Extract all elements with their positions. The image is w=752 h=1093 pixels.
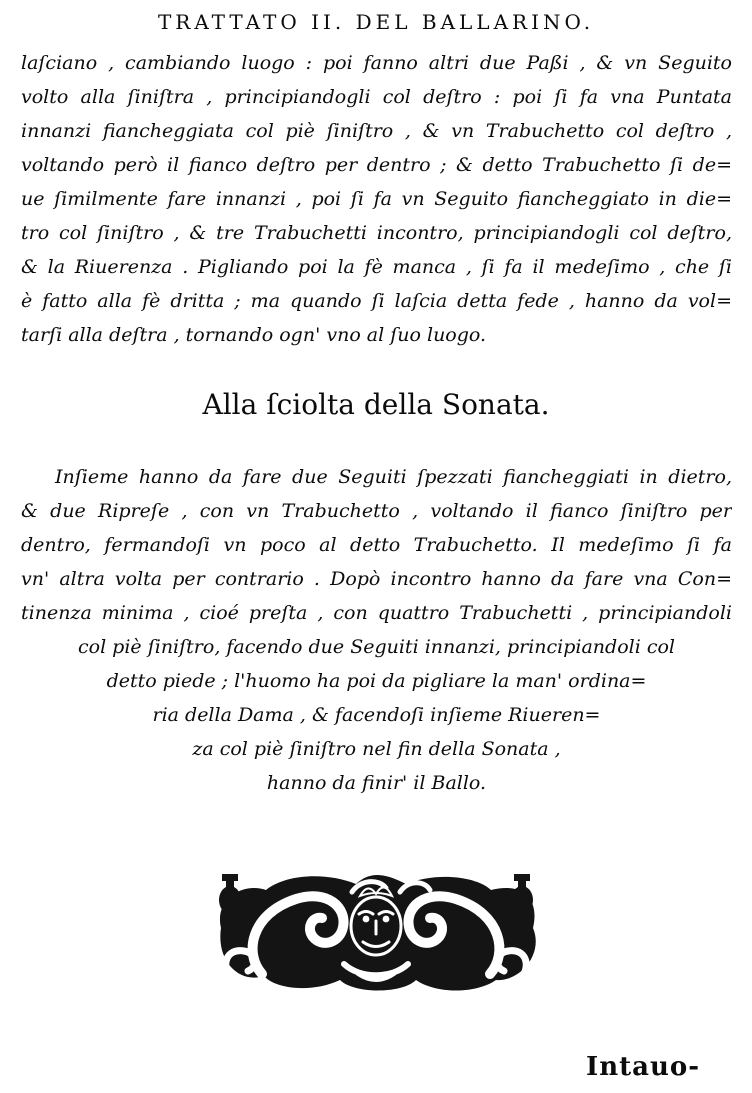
text-line: tarſi alla deſtra , tornando ogn' vno al ſuo luogo. — [21, 324, 487, 346]
text-line: col piè ſiniſtro, facendo due Seguiti innanzi, principiandoli col — [77, 636, 675, 658]
text-line: volto alla ſiniſtra , principiandogli col deſtro : poi ſi fa vna Puntata — [21, 86, 732, 108]
text-line: vn' altra volta per contrario . Dopò incontro hanno da fare vna Con= — [21, 568, 732, 590]
text-line: & due Ripreſe , con vn Trabuchetto , voltando il fianco ſiniſtro per — [21, 500, 732, 522]
text-line: innanzi fiancheggiata col piè ſiniſtro , & vn Trabuchetto col deſtro , — [21, 120, 732, 142]
text-line: za col piè ſiniſtro nel fin della Sonata , — [192, 738, 561, 760]
running-head: TRATTATO II. DEL BALLARINO. — [157, 10, 595, 34]
text-line: hanno da finir' il Ballo. — [266, 772, 487, 794]
text-line: laſciano , cambiando luogo : poi fanno altri due Paßi , & vn Seguito — [21, 52, 732, 74]
text-line: ria della Dama , & facendoſi inſieme Riueren= — [152, 704, 601, 726]
woodcut-ornament-icon — [206, 866, 546, 1000]
text-line: dentro, fermandoſi vn poco al detto Trabuchetto. Il medeſimo ſi fa — [21, 534, 732, 556]
text-line: ue ſimilmente fare innanzi , poi ſi fa vn Seguito fiancheggiato in die= — [21, 188, 732, 210]
text-line: Inſieme hanno da fare due Seguiti ſpezzati fiancheggiati in dietro, — [55, 466, 732, 488]
text-line: voltando però il fianco deſtro per dentro ; & detto Trabuchetto ſi de= — [21, 154, 732, 176]
paragraph-1 — [21, 46, 732, 352]
paragraph-2 — [21, 460, 732, 800]
text-line: & la Riuerenza . Pigliando poi la fè manca , ſi fa il medeſimo , che ſi — [21, 256, 732, 278]
text-line: tinenza minima , cioé preſta , con quattro Trabuchetti , principiandoli — [21, 602, 732, 624]
text-line: è fatto alla fè dritta ; ma quando ſi laſcia detta fede , hanno da vol= — [21, 290, 732, 312]
text-line: tro col ſiniſtro , & tre Trabuchetti incontro, principiandogli col deſtro, — [21, 222, 732, 244]
text-line: detto piede ; l'huomo ha poi da pigliare la man' ordina= — [106, 670, 647, 692]
section-heading: Alla ſciolta della Sonata. — [202, 388, 550, 421]
catchword: Intauo- — [586, 1052, 700, 1082]
